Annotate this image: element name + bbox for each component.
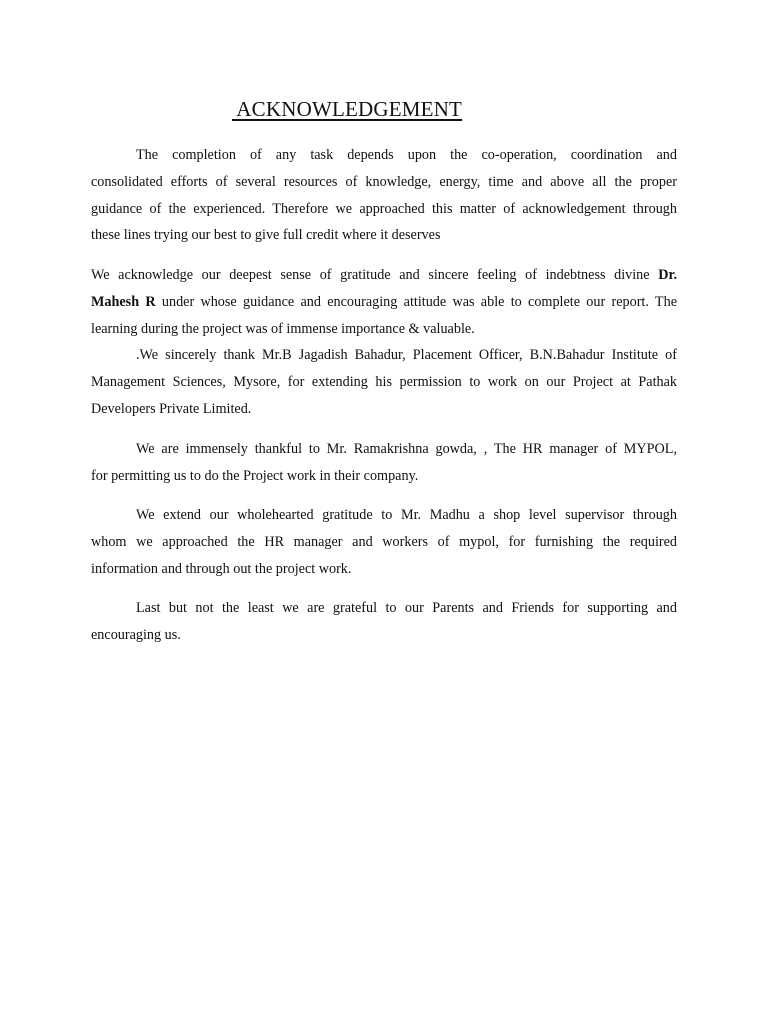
guide-name: Mahesh R <box>91 293 156 310</box>
paragraph-4 <box>91 436 677 490</box>
paragraph-5 <box>91 502 677 582</box>
paragraph-text: We acknowledge our deepest sense of gratitude and sincere feeling of indebtness divine <box>91 267 650 283</box>
paragraph-line <box>91 289 677 316</box>
paragraph-line: whom we approached the HR manager and workers of mypol, for furnishing the required <box>91 533 677 550</box>
paragraph-line: learning during the project was of immense importance & valuable. <box>91 320 475 337</box>
paragraph-line: consolidated efforts of several resources of knowledge, energy, time and above all the proper <box>91 173 677 190</box>
paragraph-1 <box>91 142 677 249</box>
paragraph-line: information and through out the project work. <box>91 560 352 577</box>
paragraph-line: Developers Private Limited. <box>91 400 252 417</box>
paragraph-line: these lines trying our best to give full credit where it deserves <box>91 227 441 244</box>
paragraph-line: for permitting us to do the Project work in their company. <box>91 467 419 484</box>
paragraph-line: .We sincerely thank Mr.B Jagadish Bahadur, Placement Officer, B.N.Bahadur Institute of <box>136 347 677 363</box>
paragraph-line: guidance of the experienced. Therefore we approached this matter of acknowledgement through <box>91 200 677 217</box>
paragraph-line: Management Sciences, Mysore, for extending his permission to work on our Project at Pathak <box>91 373 677 390</box>
paragraph-3 <box>91 342 677 422</box>
paragraph-line: encouraging us. <box>91 626 181 643</box>
paragraph-line: The completion of any task depends upon the co-operation, coordination and <box>136 147 677 163</box>
paragraph-line: Last but not the least we are grateful to our Parents and Friends for supporting and <box>136 600 677 616</box>
paragraph-2 <box>91 262 677 342</box>
page-title: ACKNOWLEDGEMENT <box>232 97 463 121</box>
guide-name-title: Dr. <box>658 267 678 283</box>
paragraph-text: under whose guidance and encouraging attitude was able to complete our report. The <box>161 293 677 310</box>
paragraph-line <box>91 262 677 289</box>
paragraph-line: We extend our wholehearted gratitude to Mr. Madhu a shop level supervisor through <box>136 507 677 523</box>
paragraph-6 <box>91 595 677 649</box>
paragraph-line: We are immensely thankful to Mr. Ramakrishna gowda, , The HR manager of MYPOL, <box>136 441 677 457</box>
